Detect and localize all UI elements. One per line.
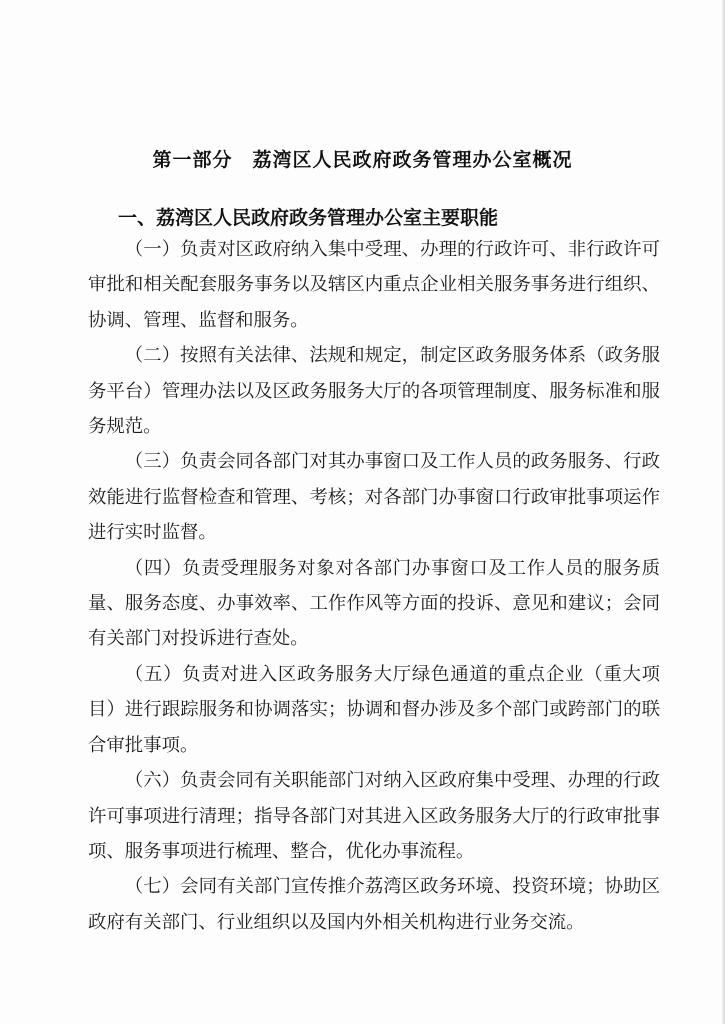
paragraph-3: （三）负责会同各部门对其办事窗口及工作人员的政务服务、行政效能进行监督检查和管理、考核；对各部门办事窗口行政审批事项运作进行实时监督。 [88,451,660,544]
paragraph-6: （六）负责会同有关职能部门对纳入区政府集中受理、办理的行政许可事项进行清理；指导各部门对其进入区政务服务大厅的行政审批事项、服务事项进行梳理、整合，优化办事流程。 [88,770,660,862]
body-text [88,232,660,940]
paragraph-2: （二）按照有关法律、法规和规定，制定区政务服务体系（政务服务平台）管理办法以及区政务服务大厅的各项管理制度、服务标准和服务规范。 [88,345,660,438]
paragraph-5: （五）负责对进入区政务服务大厅绿色通道的重点企业（重大项目）进行跟踪服务和协调落实；协调和督办涉及多个部门或跨部门的联合审批事项。 [88,663,660,756]
paragraph-7: （七）会同有关部门宣传推介荔湾区政务环境、投资环境；协助区政府有关部门、行业组织以及国内外相关机构进行业务交流。 [88,876,660,933]
document-title: 第一部分 荔湾区人民政府政务管理办公室概况 [152,149,573,171]
paragraph-1: （一）负责对区政府纳入集中受理、办理的行政许可、非行政许可审批和相关配套服务事务以及辖区内重点企业相关服务事务进行组织、协调、管理、监督和服务。 [88,239,660,331]
paragraph-4: （四）负责受理服务对象对各部门办事窗口及工作人员的服务质量、服务态度、办事效率、工作作风等方面的投诉、意见和建议；会同有关部门对投诉进行查处。 [88,557,660,650]
section-heading: 一、荔湾区人民政府政务管理办公室主要职能 [118,207,499,229]
